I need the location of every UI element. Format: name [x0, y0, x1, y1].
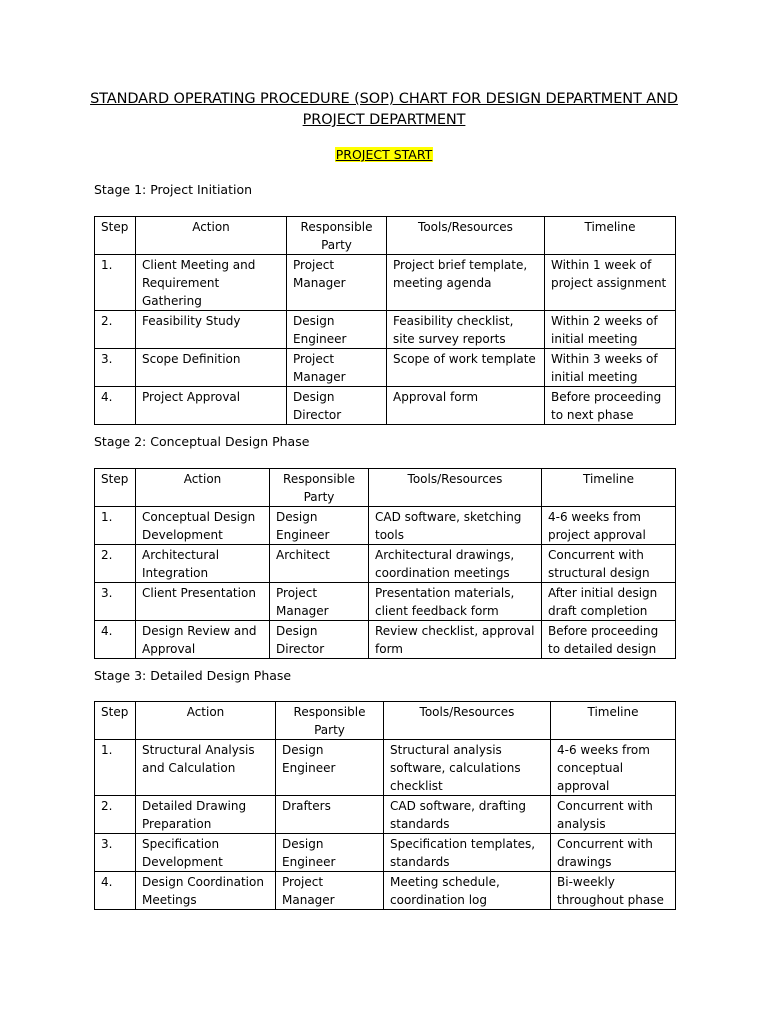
cell-tools: CAD software, sketching tools: [369, 507, 542, 545]
cell-timeline: Within 2 weeks of initial meeting: [545, 311, 676, 349]
cell-party: Project Manager: [287, 349, 387, 387]
cell-step: 3.: [95, 834, 136, 872]
table-row: [95, 255, 676, 311]
cell-timeline: Concurrent with drawings: [551, 834, 676, 872]
stage-2-table: [94, 468, 676, 659]
cell-timeline: Within 1 week of project assignment: [545, 255, 676, 311]
cell-timeline: Concurrent with analysis: [551, 796, 676, 834]
cell-tools: Meeting schedule, coordination log: [384, 872, 551, 910]
cell-party: Project Manager: [276, 872, 384, 910]
cell-step: 4.: [95, 872, 136, 910]
header-step: Step: [95, 217, 136, 255]
cell-action: Conceptual Design Development: [136, 507, 270, 545]
cell-tools: CAD software, drafting standards: [384, 796, 551, 834]
cell-step: 3.: [95, 349, 136, 387]
cell-party: Design Engineer: [270, 507, 369, 545]
header-action: Action: [136, 217, 287, 255]
header-timeline: Timeline: [551, 702, 676, 740]
cell-action: Detailed Drawing Preparation: [136, 796, 276, 834]
cell-timeline: Within 3 weeks of initial meeting: [545, 349, 676, 387]
cell-step: 2.: [95, 796, 136, 834]
cell-action: Architectural Integration: [136, 545, 270, 583]
cell-party: Design Engineer: [287, 311, 387, 349]
table-header-row: [95, 217, 676, 255]
cell-tools: Architectural drawings, coordination meetings: [369, 545, 542, 583]
header-tools-resources: Tools/Resources: [387, 217, 545, 255]
cell-party: Drafters: [276, 796, 384, 834]
cell-party: Architect: [270, 545, 369, 583]
cell-tools: Project brief template, meeting agenda: [387, 255, 545, 311]
cell-step: 2.: [95, 545, 136, 583]
stage-2-heading: Stage 2: Conceptual Design Phase: [94, 434, 310, 449]
table-header-row: [95, 469, 676, 507]
header-responsible-party: Responsible Party: [287, 217, 387, 255]
project-start-highlight: PROJECT START: [335, 147, 433, 162]
cell-party: Project Manager: [270, 583, 369, 621]
cell-tools: Scope of work template: [387, 349, 545, 387]
cell-tools: Structural analysis software, calculations checklist: [384, 740, 551, 796]
table-row: [95, 507, 676, 545]
table-row: [95, 349, 676, 387]
cell-tools: Specification templates, standards: [384, 834, 551, 872]
stage-3-table: [94, 701, 676, 910]
table-row: [95, 311, 676, 349]
cell-step: 2.: [95, 311, 136, 349]
cell-step: 1.: [95, 255, 136, 311]
table-row: [95, 834, 676, 872]
table-row: [95, 545, 676, 583]
cell-timeline: Before proceeding to detailed design: [542, 621, 676, 659]
cell-action: Structural Analysis and Calculation: [136, 740, 276, 796]
cell-party: Design Director: [270, 621, 369, 659]
cell-action: Specification Development: [136, 834, 276, 872]
header-timeline: Timeline: [542, 469, 676, 507]
cell-step: 4.: [95, 621, 136, 659]
cell-action: Project Approval: [136, 387, 287, 425]
cell-tools: Feasibility checklist, site survey reports: [387, 311, 545, 349]
table-row: [95, 583, 676, 621]
cell-timeline: After initial design draft completion: [542, 583, 676, 621]
cell-timeline: 4-6 weeks from conceptual approval: [551, 740, 676, 796]
cell-party: Design Engineer: [276, 834, 384, 872]
table-row: [95, 872, 676, 910]
cell-step: 1.: [95, 507, 136, 545]
project-start-label: [0, 146, 768, 163]
cell-tools: Presentation materials, client feedback form: [369, 583, 542, 621]
header-responsible-party: Responsible Party: [270, 469, 369, 507]
cell-timeline: Bi-weekly throughout phase: [551, 872, 676, 910]
cell-action: Client Presentation: [136, 583, 270, 621]
table-row: [95, 796, 676, 834]
cell-party: Design Engineer: [276, 740, 384, 796]
stage-3-heading: Stage 3: Detailed Design Phase: [94, 668, 292, 683]
header-responsible-party: Responsible Party: [276, 702, 384, 740]
cell-tools: Approval form: [387, 387, 545, 425]
table-row: [95, 740, 676, 796]
header-timeline: Timeline: [545, 217, 676, 255]
cell-action: Scope Definition: [136, 349, 287, 387]
document-title: STANDARD OPERATING PROCEDURE (SOP) CHART FOR DESIGN DEPARTMENT AND PROJECT DEPARTMENT: [90, 91, 678, 128]
cell-tools: Review checklist, approval form: [369, 621, 542, 659]
table-header-row: [95, 702, 676, 740]
cell-action: Design Coordination Meetings: [136, 872, 276, 910]
stage-1-heading: Stage 1: Project Initiation: [94, 182, 253, 197]
cell-action: Client Meeting and Requirement Gathering: [136, 255, 287, 311]
cell-action: Feasibility Study: [136, 311, 287, 349]
stage-1-table: [94, 216, 676, 425]
table-row: [95, 621, 676, 659]
cell-step: 4.: [95, 387, 136, 425]
cell-timeline: 4-6 weeks from project approval: [542, 507, 676, 545]
cell-action: Design Review and Approval: [136, 621, 270, 659]
cell-step: 3.: [95, 583, 136, 621]
header-tools-resources: Tools/Resources: [384, 702, 551, 740]
cell-timeline: Before proceeding to next phase: [545, 387, 676, 425]
cell-party: Design Director: [287, 387, 387, 425]
cell-party: Project Manager: [287, 255, 387, 311]
table-row: [95, 387, 676, 425]
header-action: Action: [136, 702, 276, 740]
header-step: Step: [95, 702, 136, 740]
cell-timeline: Concurrent with structural design: [542, 545, 676, 583]
header-action: Action: [136, 469, 270, 507]
header-tools-resources: Tools/Resources: [369, 469, 542, 507]
header-step: Step: [95, 469, 136, 507]
cell-step: 1.: [95, 740, 136, 796]
